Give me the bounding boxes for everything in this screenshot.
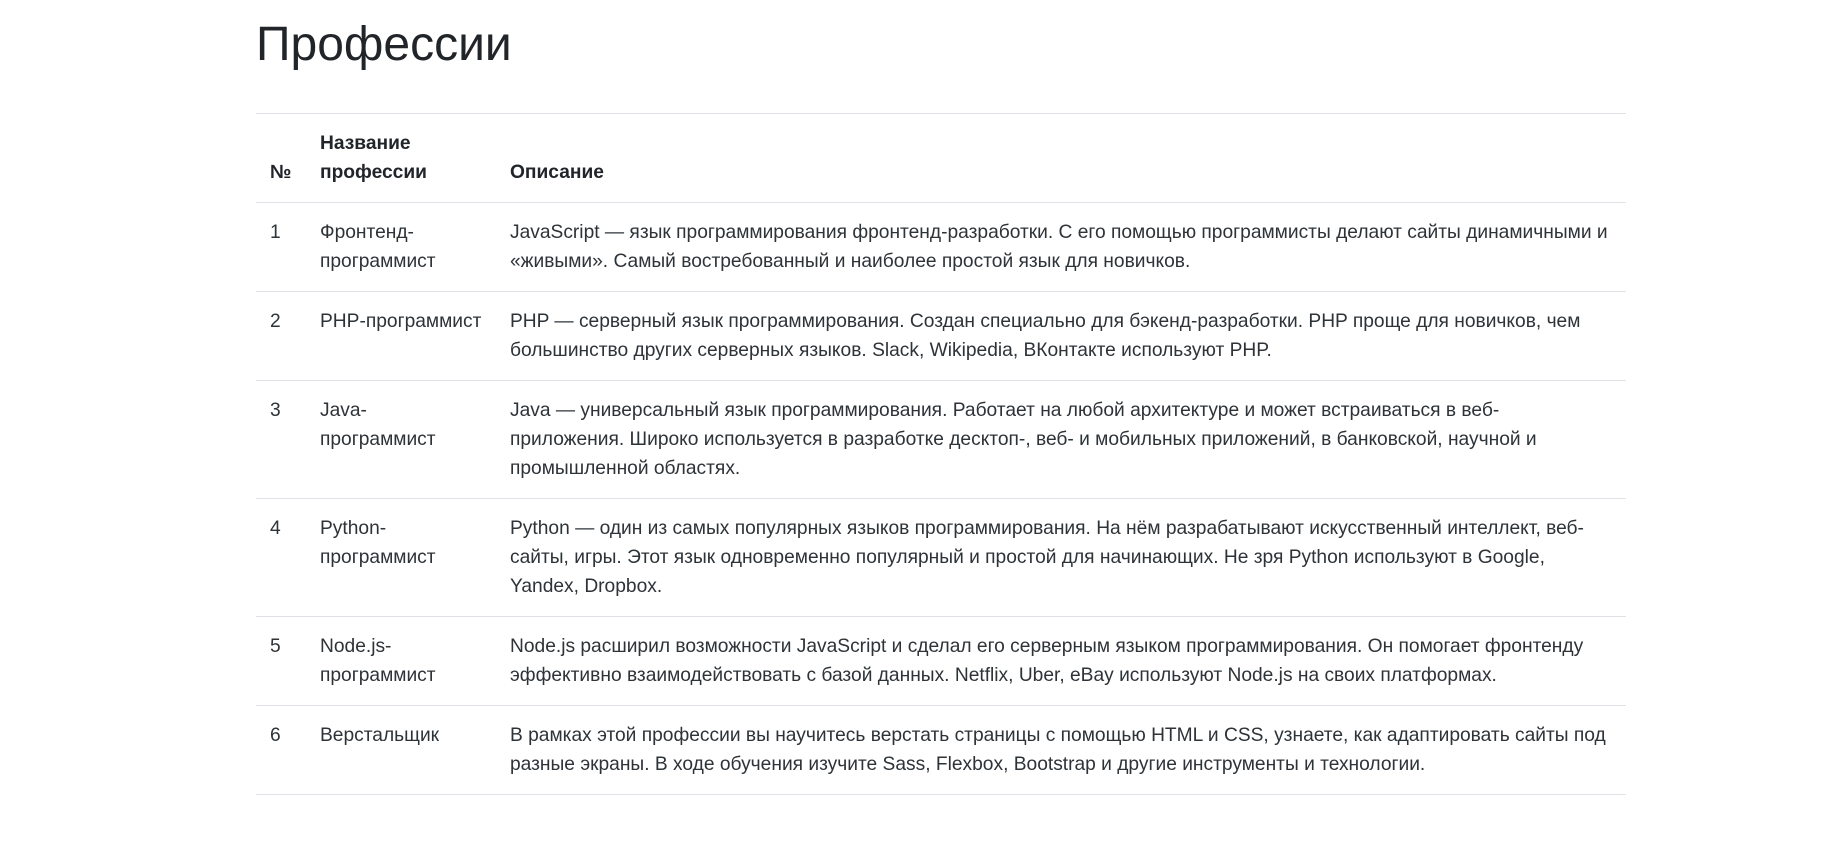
table-row	[256, 705, 1626, 794]
professions-table	[256, 113, 1626, 795]
row-number-cell: 2	[256, 291, 306, 380]
table-row	[256, 202, 1626, 291]
table-row	[256, 291, 1626, 380]
profession-name-cell: Java-программист	[306, 380, 496, 498]
content-container	[256, 16, 1628, 795]
profession-description-cell: Node.js расширил возможности JavaScript и сделал его серверным языком программирования. Он помогает фронтенду эффективно взаимодействовать с базой данных. Netflix, Uber, eBay используют Node.js на своих платформах.	[496, 616, 1626, 705]
table-row	[256, 616, 1626, 705]
column-header-profession-name: Название профессии	[306, 113, 496, 202]
profession-description-cell: Java — универсальный язык программирования. Работает на любой архитектуре и может встраиваться в веб-приложения. Широко используется в разработке десктоп-, веб- и мобильных приложений, в банковской, научной и промышленной областях.	[496, 380, 1626, 498]
column-header-description: Описание	[496, 113, 1626, 202]
profession-description-cell: PHP — серверный язык программирования. Создан специально для бэкенд-разработки. PHP проще для новичков, чем большинство других серверных языков. Slack, Wikipedia, ВКонтакте используют PHP.	[496, 291, 1626, 380]
profession-description-cell: Python — один из самых популярных языков программирования. На нём разрабатывают искусственный интеллект, веб-сайты, игры. Этот язык одновременно популярный и простой для начинающих. Не зря Python используют в Google, Yandex, Dropbox.	[496, 498, 1626, 616]
row-number-cell: 5	[256, 616, 306, 705]
profession-name-cell: Python-программист	[306, 498, 496, 616]
table-body	[256, 202, 1626, 794]
row-number-cell: 6	[256, 705, 306, 794]
row-number-cell: 1	[256, 202, 306, 291]
row-number-cell: 4	[256, 498, 306, 616]
column-header-number: №	[256, 113, 306, 202]
profession-name-cell: Node.js-программист	[306, 616, 496, 705]
table-header-row	[256, 113, 1626, 202]
profession-description-cell: В рамках этой профессии вы научитесь верстать страницы с помощью HTML и CSS, узнаете, как адаптировать сайты под разные экраны. В ходе обучения изучите Sass, Flexbox, Bootstrap и другие инструменты и технологии.	[496, 705, 1626, 794]
table-row	[256, 380, 1626, 498]
profession-description-cell: JavaScript — язык программирования фронтенд-разработки. С его помощью программисты делают сайты динамичными и «живыми». Самый востребованный и наиболее простой язык для новичков.	[496, 202, 1626, 291]
table-row	[256, 498, 1626, 616]
profession-name-cell: Фронтенд-программист	[306, 202, 496, 291]
page-title: Профессии	[256, 18, 512, 71]
profession-name-cell: Верстальщик	[306, 705, 496, 794]
row-number-cell: 3	[256, 380, 306, 498]
profession-name-cell: PHP-программист	[306, 291, 496, 380]
